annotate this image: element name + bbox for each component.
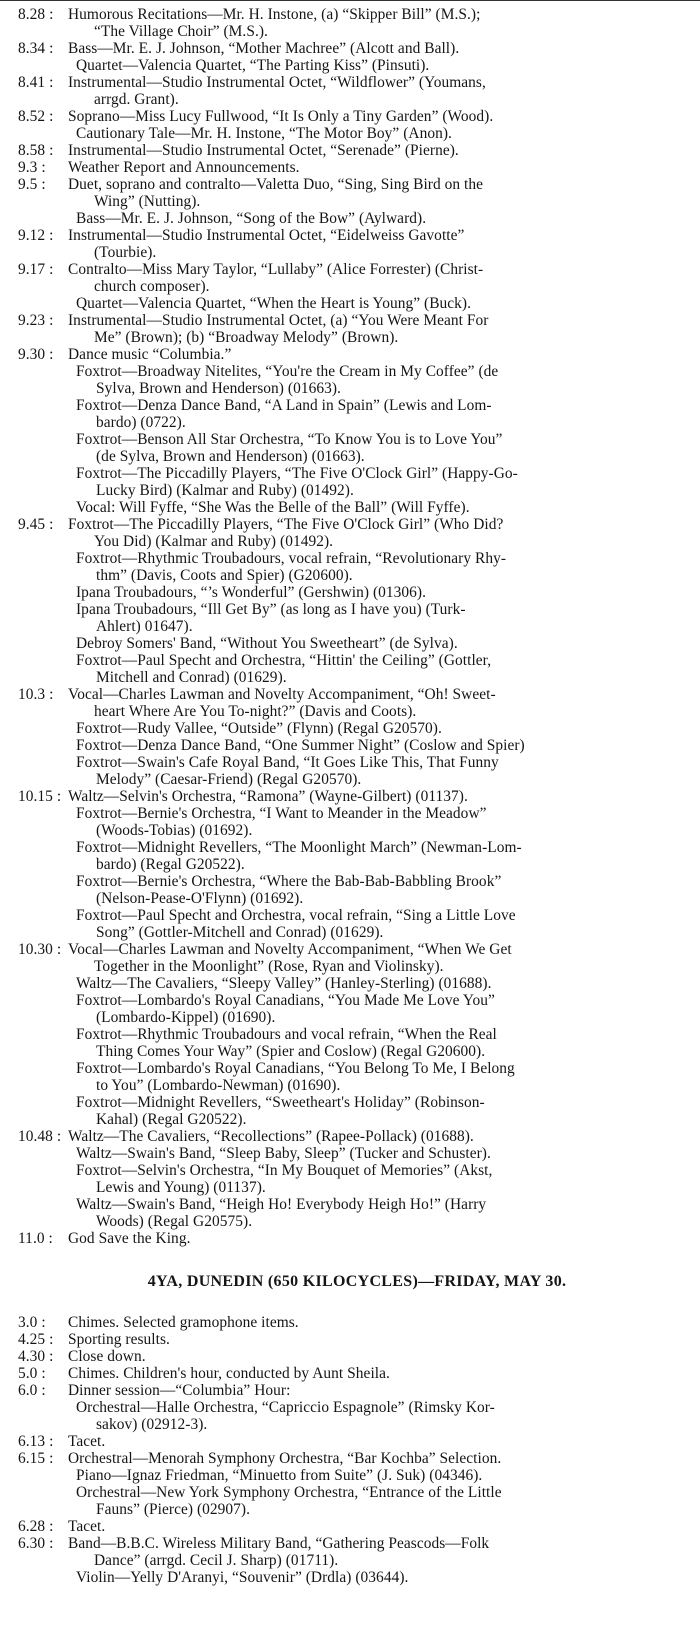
entry-first-line: [18, 74, 696, 91]
entry-first-line: [18, 1365, 696, 1382]
entry-text: Chimes. Selected gramophone items.: [68, 1314, 299, 1331]
entry-first-line: [18, 1314, 696, 1331]
entry-text: Orchestral—Menorah Symphony Orchestra, “Bar Kochba” Selection.: [68, 1450, 502, 1467]
entry-first-line: [18, 159, 696, 176]
sub-item-line: Foxtrot—Midnight Revellers, “The Moonlight March” (Newman-Lom-: [76, 839, 522, 856]
sub-item-continuation: Song” (Gottler-Mitchell and Conrad) (01629).: [96, 924, 384, 941]
entry-text: Dinner session—“Columbia” Hour:: [68, 1382, 291, 1399]
sub-item-line: Foxtrot—Lombardo's Royal Canadians, “You Made Me Love You”: [76, 992, 495, 1009]
entry-time: 9.17 :: [18, 261, 54, 278]
sub-item-line: Piano—Ignaz Friedman, “Minuetto from Suite” (J. Suk) (04346).: [76, 1467, 483, 1484]
entry-first-line: [18, 1230, 696, 1247]
sub-item-continuation: Mitchell and Conrad) (01629).: [96, 669, 287, 686]
entry-first-line: [18, 142, 696, 159]
entry-first-line: [18, 346, 696, 363]
sub-item-line: Foxtrot—Swain's Cafe Royal Band, “It Goes Like This, That Funny: [76, 754, 499, 771]
entry-time: 9.3 :: [18, 159, 46, 176]
programme-entry: [18, 1314, 696, 1331]
sub-item-line: Waltz—Swain's Band, “Heigh Ho! Everybody Heigh Ho!” (Harry: [76, 1196, 487, 1213]
entry-text: Close down.: [68, 1348, 146, 1365]
entry-text: Humorous Recitations—Mr. H. Instone, (a) “Skipper Bill” (M.S.);: [68, 6, 481, 23]
programme-entry: [18, 1331, 696, 1348]
entry-time: 8.58 :: [18, 142, 54, 159]
sub-item-continuation: Melody” (Caesar-Friend) (Regal G20570).: [96, 771, 362, 788]
station-heading: 4YA, DUNEDIN (650 KILOCYCLES)—FRIDAY, MAY 30.: [147, 1273, 567, 1290]
entry-time: 10.3 :: [18, 686, 54, 703]
entry-continuation-line: heart Where Are You To-night?” (Davis and Coots).: [94, 703, 417, 720]
entry-first-line: [18, 1382, 696, 1399]
entry-first-line: [18, 1518, 696, 1535]
entry-text: Dance music “Columbia.”: [68, 346, 232, 363]
entry-first-line: [18, 1433, 696, 1450]
sub-item-continuation: Lewis and Young) (01137).: [96, 1179, 266, 1196]
sub-item-line: Orchestral—New York Symphony Orchestra, “Entrance of the Little: [76, 1484, 502, 1501]
entry-text: Duet, soprano and contralto—Valetta Duo, “Sing, Sing Bird on the: [68, 176, 484, 193]
programme-entry: [18, 788, 696, 941]
programme-entry: [18, 142, 696, 159]
sub-item-line: Foxtrot—Paul Specht and Orchestra, “Hittin' the Ceiling” (Gottler,: [76, 652, 492, 669]
entry-text: Waltz—The Cavaliers, “Recollections” (Rapee-Pollack) (01688).: [68, 1128, 474, 1145]
sub-item-line: Violin—Yelly D'Aranyi, “Souvenir” (Drdla) (03644).: [76, 1569, 409, 1586]
entry-time: 10.30 :: [18, 941, 62, 958]
entry-first-line: [18, 108, 696, 125]
entry-first-line: [18, 1348, 696, 1365]
entry-first-line: [18, 1331, 696, 1348]
entry-first-line: [18, 40, 696, 57]
sub-item-line: Waltz—The Cavaliers, “Sleepy Valley” (Hanley-Sterling) (01688).: [76, 975, 492, 992]
programme-entry: [18, 312, 696, 346]
sub-item-continuation: thm” (Davis, Coots and Spier) (G20600).: [96, 567, 353, 584]
sub-item-line: Foxtrot—Rhythmic Troubadours and vocal refrain, “When the Real: [76, 1026, 497, 1043]
entry-text: Bass—Mr. E. J. Johnson, “Mother Machree” (Alcott and Ball).: [68, 40, 460, 57]
entry-time: 6.13 :: [18, 1433, 54, 1450]
programme-entry: [18, 1230, 696, 1247]
entry-time: 9.30 :: [18, 346, 54, 363]
programme-entry: [18, 1128, 696, 1230]
programme-entry: [18, 176, 696, 227]
sub-item-continuation: Thing Comes Your Way” (Spier and Coslow) (Regal G20600).: [96, 1043, 486, 1060]
sub-item-line: Foxtrot—Lombardo's Royal Canadians, “You Belong To Me, I Belong: [76, 1060, 515, 1077]
entry-time: 9.12 :: [18, 227, 54, 244]
entry-text: Tacet.: [68, 1518, 106, 1535]
entry-first-line: [18, 176, 696, 193]
programme-entry: [18, 6, 696, 40]
entry-continuation-line: Together in the Moonlight” (Rose, Ryan and Violinsky).: [94, 958, 444, 975]
entry-first-line: [18, 941, 696, 958]
programme-entry: [18, 1348, 696, 1365]
entry-time: 4.25 :: [18, 1331, 54, 1348]
entry-continuation-line: You Did) (Kalmar and Ruby) (01492).: [94, 533, 334, 550]
entry-time: 6.15 :: [18, 1450, 54, 1467]
sub-item-line: Waltz—Swain's Band, “Sleep Baby, Sleep” (Tucker and Schuster).: [76, 1145, 491, 1162]
entry-text: Instrumental—Studio Instrumental Octet, (a) “You Were Meant For: [68, 312, 489, 329]
sub-item-continuation: Kahal) (Regal G20522).: [96, 1111, 247, 1128]
sub-item-line: Foxtrot—Denza Dance Band, “A Land in Spain” (Lewis and Lom-: [76, 397, 492, 414]
sub-item-continuation: (Nelson-Pease-O'Flynn) (01692).: [96, 890, 304, 907]
entry-continuation-line: Me” (Brown); (b) “Broadway Melody” (Brown).: [94, 329, 399, 346]
sub-item-line: Cautionary Tale—Mr. H. Instone, “The Motor Boy” (Anon).: [76, 125, 452, 142]
programme-entry: [18, 74, 696, 108]
programme-entry: [18, 346, 696, 516]
sub-item-line: Foxtrot—Selvin's Orchestra, “In My Bouquet of Memories” (Akst,: [76, 1162, 493, 1179]
entry-text: Weather Report and Announcements.: [68, 159, 300, 176]
programme-entry: [18, 1433, 696, 1450]
programme-entry: [18, 227, 696, 261]
entry-first-line: [18, 1535, 696, 1552]
entry-continuation-line: church composer).: [94, 278, 210, 295]
entry-text: God Save the King.: [68, 1230, 191, 1247]
sub-item-line: Foxtrot—Bernie's Orchestra, “I Want to Meander in the Meadow”: [76, 805, 487, 822]
entry-text: Soprano—Miss Lucy Fullwood, “It Is Only a Tiny Garden” (Wood).: [68, 108, 494, 125]
entry-time: 6.28 :: [18, 1518, 54, 1535]
entry-text: Band—B.B.C. Wireless Military Band, “Gathering Peascods—Folk: [68, 1535, 490, 1552]
entry-text: Instrumental—Studio Instrumental Octet, “Wildflower” (Youmans,: [68, 74, 486, 91]
programme-entry: [18, 686, 696, 788]
entry-text: Waltz—Selvin's Orchestra, “Ramona” (Wayne-Gilbert) (01137).: [68, 788, 468, 805]
sub-item-line: Quartet—Valencia Quartet, “When the Heart is Young” (Buck).: [76, 295, 472, 312]
entry-text: Instrumental—Studio Instrumental Octet, “Eidelweiss Gavotte”: [68, 227, 465, 244]
sub-item-continuation: Fauns” (Pierce) (02907).: [96, 1501, 251, 1518]
sub-item-continuation: Sylva, Brown and Henderson) (01663).: [96, 380, 341, 397]
entry-text: Contralto—Miss Mary Taylor, “Lullaby” (Alice Forrester) (Christ-: [68, 261, 484, 278]
sub-item-line: Foxtrot—Rudy Vallee, “Outside” (Flynn) (Regal G20570).: [76, 720, 442, 737]
entry-continuation-line: “The Village Choir” (M.S.).: [94, 23, 268, 40]
sub-item-continuation: Ahlert) 01647).: [96, 618, 193, 635]
sub-item-continuation: (de Sylva, Brown and Henderson) (01663).: [96, 448, 365, 465]
entry-continuation-line: arrgd. Grant).: [94, 91, 179, 108]
sub-item-line: Debroy Somers' Band, “Without You Sweetheart” (de Sylva).: [76, 635, 458, 652]
entry-first-line: [18, 6, 696, 23]
programme-entry: [18, 1535, 696, 1586]
sub-item-continuation: Lucky Bird) (Kalmar and Ruby) (01492).: [96, 482, 354, 499]
sub-item-continuation: Woods) (Regal G20575).: [96, 1213, 253, 1230]
entry-time: 11.0 :: [18, 1230, 53, 1247]
programme-entry: [18, 941, 696, 1128]
programme-section-4ya: [18, 1314, 696, 1586]
entry-text: Chimes. Children's hour, conducted by Aunt Sheila.: [68, 1365, 390, 1382]
entry-time: 6.30 :: [18, 1535, 54, 1552]
sub-item-line: Vocal: Will Fyffe, “She Was the Belle of the Ball” (Will Fyffe).: [76, 499, 470, 516]
entry-text: Vocal—Charles Lawman and Novelty Accompaniment, “When We Get: [68, 941, 512, 958]
sub-item-line: Bass—Mr. E. J. Johnson, “Song of the Bow” (Aylward).: [76, 210, 427, 227]
entry-time: 9.23 :: [18, 312, 54, 329]
entry-time: 8.28 :: [18, 6, 54, 23]
sub-item-line: Foxtrot—Denza Dance Band, “One Summer Night” (Coslow and Spier): [76, 737, 525, 754]
entry-time: 10.15 :: [18, 788, 62, 805]
sub-item-line: Ipana Troubadours, “’s Wonderful” (Gershwin) (01306).: [76, 584, 427, 601]
entry-time: 8.52 :: [18, 108, 54, 125]
sub-item-line: Foxtrot—Benson All Star Orchestra, “To Know You is to Love You”: [76, 431, 503, 448]
entry-text: Tacet.: [68, 1433, 106, 1450]
entry-continuation-line: (Tourbie).: [94, 244, 157, 261]
sub-item-line: Foxtrot—Midnight Revellers, “Sweetheart's Holiday” (Robinson-: [76, 1094, 485, 1111]
programme-entry: [18, 261, 696, 312]
sub-item-line: Foxtrot—Bernie's Orchestra, “Where the Bab-Bab-Babbling Brook”: [76, 873, 502, 890]
programme-entry: [18, 159, 696, 176]
entry-first-line: [18, 516, 696, 533]
entry-text: Instrumental—Studio Instrumental Octet, “Serenade” (Pierne).: [68, 142, 459, 159]
sub-item-line: Orchestral—Halle Orchestra, “Capriccio Espagnole” (Rimsky Kor-: [76, 1399, 495, 1416]
entry-continuation-line: Wing” (Nutting).: [94, 193, 201, 210]
sub-item-line: Foxtrot—The Piccadilly Players, “The Five O'Clock Girl” (Happy-Go-: [76, 465, 518, 482]
entry-first-line: [18, 686, 696, 703]
top-rule: [0, 0, 700, 1]
entry-first-line: [18, 312, 696, 329]
entry-time: 10.48 :: [18, 1128, 62, 1145]
entry-first-line: [18, 1450, 696, 1467]
programme-entry: [18, 1382, 696, 1433]
sub-item-continuation: to You” (Lombardo-Newman) (01690).: [96, 1077, 341, 1094]
entry-text: Vocal—Charles Lawman and Novelty Accompaniment, “Oh! Sweet-: [68, 686, 496, 703]
entry-time: 8.34 :: [18, 40, 54, 57]
entry-first-line: [18, 261, 696, 278]
programme-section-evening: [18, 6, 696, 1247]
programme-entry: [18, 40, 696, 74]
programme-entry: [18, 108, 696, 142]
entry-time: 6.0 :: [18, 1382, 46, 1399]
entry-text: Foxtrot—The Piccadilly Players, “The Five O'Clock Girl” (Who Did?: [68, 516, 504, 533]
programme-entry: [18, 1450, 696, 1518]
entry-time: 9.45 :: [18, 516, 54, 533]
entry-time: 9.5 :: [18, 176, 46, 193]
sub-item-line: Foxtrot—Paul Specht and Orchestra, vocal refrain, “Sing a Little Love: [76, 907, 516, 924]
entry-text: Sporting results.: [68, 1331, 170, 1348]
sub-item-line: Foxtrot—Rhythmic Troubadours, vocal refrain, “Revolutionary Rhy-: [76, 550, 507, 567]
entry-time: 8.41 :: [18, 74, 54, 91]
sub-item-line: Ipana Troubadours, “Ill Get By” (as long as I have you) (Turk-: [76, 601, 466, 618]
sub-item-continuation: bardo) (0722).: [96, 414, 186, 431]
programme-entry: [18, 1365, 696, 1382]
entry-time: 3.0 :: [18, 1314, 46, 1331]
entry-time: 4.30 :: [18, 1348, 54, 1365]
programme-entry: [18, 516, 696, 686]
entry-first-line: [18, 227, 696, 244]
sub-item-line: Foxtrot—Broadway Nitelites, “You're the Cream in My Coffee” (de: [76, 363, 499, 380]
sub-item-continuation: bardo) (Regal G20522).: [96, 856, 245, 873]
sub-item-continuation: (Lombardo-Kippel) (01690).: [96, 1009, 276, 1026]
entry-first-line: [18, 1128, 696, 1145]
entry-first-line: [18, 788, 696, 805]
sub-item-continuation: sakov) (02912-3).: [96, 1416, 208, 1433]
entry-time: 5.0 :: [18, 1365, 46, 1382]
sub-item-continuation: (Woods-Tobias) (01692).: [96, 822, 253, 839]
entry-continuation-line: Dance” (arrgd. Cecil J. Sharp) (01711).: [94, 1552, 339, 1569]
sub-item-line: Quartet—Valencia Quartet, “The Parting Kiss” (Pinsuti).: [76, 57, 430, 74]
programme-entry: [18, 1518, 696, 1535]
